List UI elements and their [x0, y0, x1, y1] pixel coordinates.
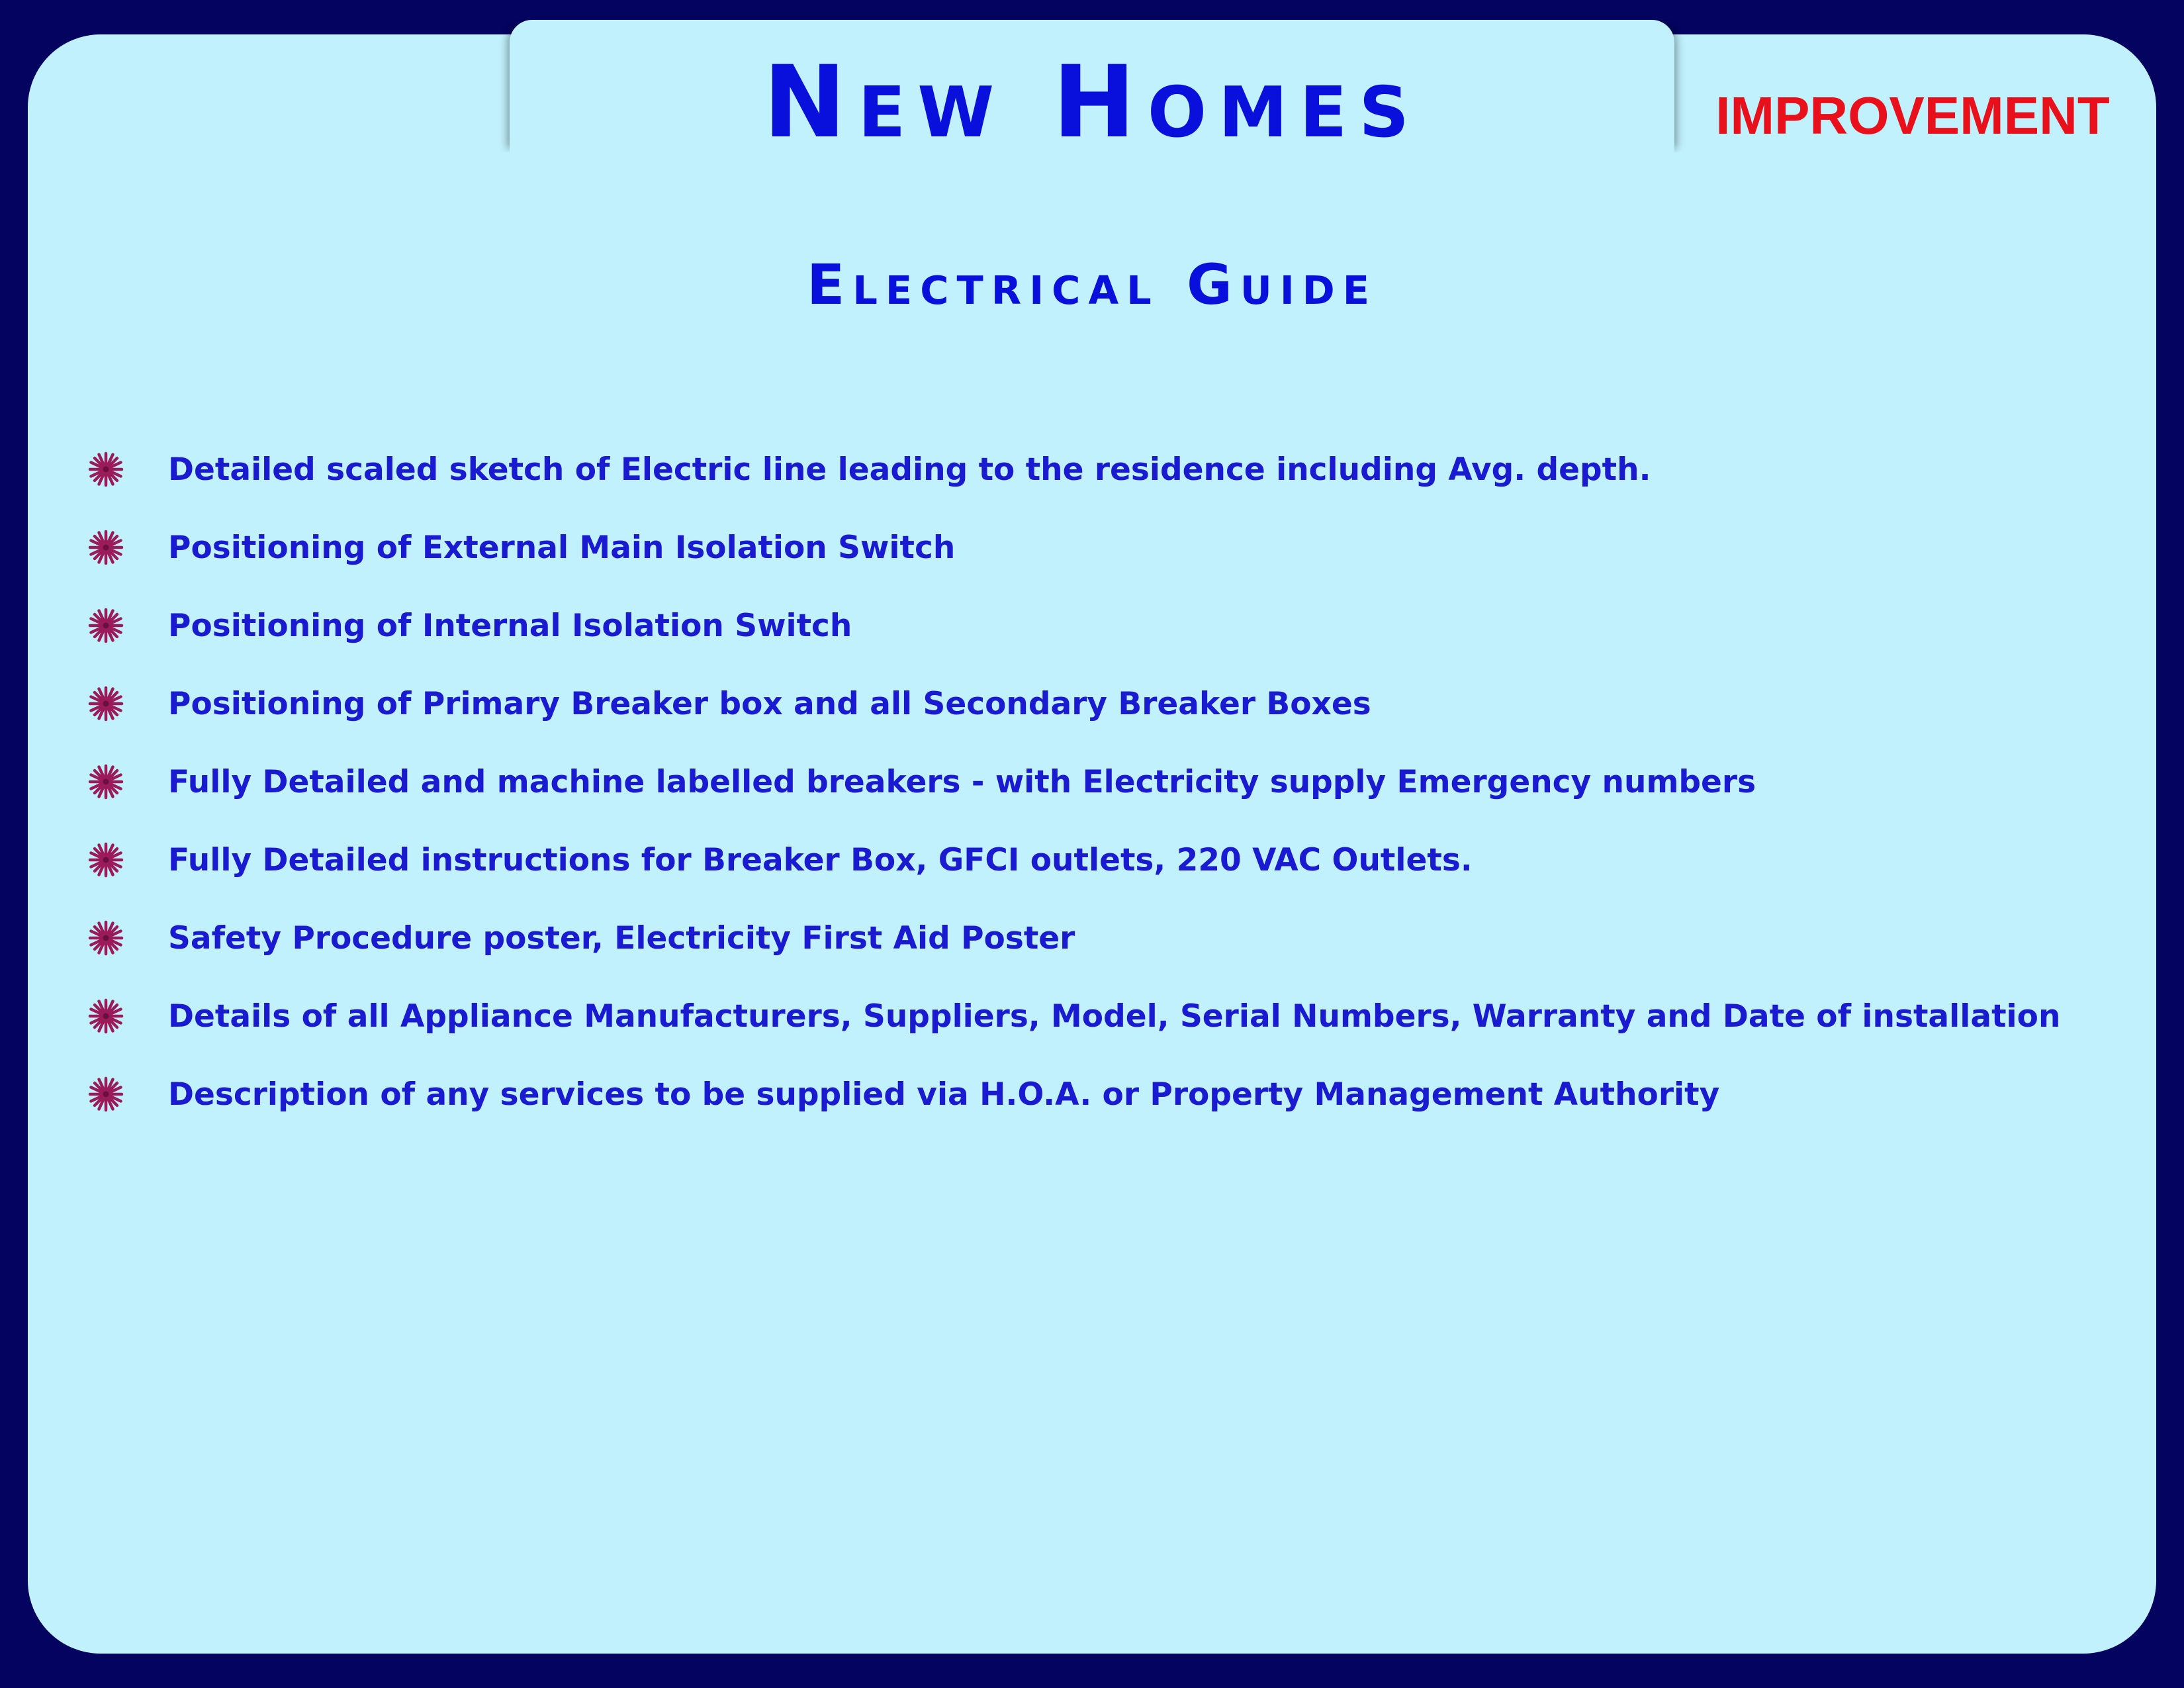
- page-title: New Homes: [763, 45, 1421, 160]
- item-text: Positioning of Internal Isolation Switch: [168, 607, 852, 644]
- item-text: Fully Detailed and machine labelled breakers - with Electricity supply Emergency numbers: [168, 763, 1756, 800]
- item-text: Description of any services to be supplied via H.O.A. or Property Management Authority: [168, 1076, 1720, 1113]
- guide-list: [86, 430, 2105, 1133]
- asterisk-star-icon: [86, 840, 126, 880]
- item-text: Positioning of Primary Breaker box and all Secondary Breaker Boxes: [168, 685, 1371, 722]
- list-item: [86, 586, 2105, 665]
- asterisk-star-icon: [86, 528, 126, 567]
- asterisk-star-icon: [86, 684, 126, 724]
- asterisk-star-icon: [86, 449, 126, 489]
- list-item: [86, 977, 2105, 1055]
- list-item: [86, 508, 2105, 586]
- section-subtitle: Electrical Guide: [806, 252, 1378, 317]
- improvement-badge: IMPROVEMENT: [1715, 86, 2110, 145]
- list-item: [86, 430, 2105, 508]
- item-text: Details of all Appliance Manufacturers, Suppliers, Model, Serial Numbers, Warranty and Date of installation: [168, 998, 2061, 1035]
- list-item: [86, 821, 2105, 899]
- asterisk-star-icon: [86, 606, 126, 645]
- asterisk-star-icon: [86, 996, 126, 1036]
- asterisk-star-icon: [86, 918, 126, 958]
- list-item: [86, 743, 2105, 821]
- list-item: [86, 899, 2105, 977]
- list-item: [86, 665, 2105, 743]
- asterisk-star-icon: [86, 1074, 126, 1114]
- item-text: Positioning of External Main Isolation Switch: [168, 529, 956, 566]
- asterisk-star-icon: [86, 762, 126, 802]
- item-text: Detailed scaled sketch of Electric line leading to the residence including Avg. depth.: [168, 451, 1651, 488]
- item-text: Fully Detailed instructions for Breaker Box, GFCI outlets, 220 VAC Outlets.: [168, 841, 1473, 878]
- item-text: Safety Procedure poster, Electricity First Aid Poster: [168, 919, 1075, 957]
- list-item: [86, 1055, 2105, 1133]
